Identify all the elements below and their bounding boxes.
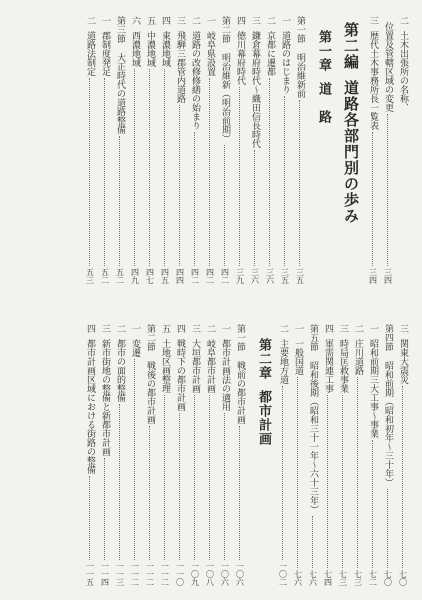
leader-dots [104, 458, 105, 560]
item-title: 関東大震災 [398, 339, 408, 384]
toc-item-row[interactable] [115, 324, 124, 586]
leader-dots [179, 105, 180, 266]
item-title: 岐阜都市計画 [205, 339, 215, 393]
item-number: 二 [190, 16, 200, 25]
page-number: 三六 [250, 268, 260, 284]
toc-item-row[interactable] [280, 16, 289, 284]
item-title: 庄川道路 [353, 339, 363, 375]
page-number: 四七 [145, 268, 155, 284]
chapter-label: 第一章 [316, 30, 331, 72]
toc-item-row[interactable] [175, 324, 184, 586]
leader-dots [239, 87, 240, 266]
chapter-title: 都市計画 [256, 390, 271, 446]
item-title: 西濃地域 [130, 31, 140, 67]
item-number: 三 [175, 16, 185, 25]
toc-item-row[interactable] [205, 324, 214, 586]
toc-item-row[interactable] [398, 16, 407, 284]
leader-dots [209, 78, 210, 266]
leader-dots [179, 413, 180, 560]
leader-dots [194, 395, 195, 560]
toc-item-row[interactable] [175, 16, 184, 284]
item-title: 東濃地域 [160, 31, 170, 67]
toc-section-row[interactable] [295, 16, 304, 284]
page-number: 一一三 [115, 562, 125, 586]
toc-item-row[interactable] [160, 16, 169, 284]
toc-item-row[interactable] [265, 16, 274, 284]
page-number: 一一二 [145, 562, 155, 586]
item-title: 戦前の都市計画 [235, 361, 245, 424]
leader-dots [119, 136, 120, 266]
item-number: 二 [278, 324, 288, 333]
leader-dots [282, 386, 283, 560]
item-title: 岐阜県設置 [205, 31, 215, 76]
leader-dots [402, 386, 403, 568]
item-number: 一 [293, 324, 303, 333]
toc-item-row[interactable] [250, 16, 259, 284]
toc-item-row[interactable] [100, 324, 109, 586]
toc-item-row[interactable] [130, 16, 139, 284]
page-number: 三五 [295, 268, 305, 284]
toc-item-row[interactable] [278, 324, 287, 586]
page-number: 五二 [100, 268, 110, 284]
item-number: 二 [265, 16, 275, 25]
page-number: 七三 [338, 570, 348, 586]
page-number: 七三 [353, 570, 363, 586]
toc-section-row[interactable] [220, 16, 229, 284]
item-title: 軍需関連工事 [323, 339, 333, 393]
page-number: 四二 [190, 268, 200, 284]
page-number: 一一〇 [175, 562, 185, 586]
leader-dots [372, 440, 373, 568]
leader-dots [89, 78, 90, 266]
leader-dots [327, 395, 328, 568]
toc-section-row[interactable] [308, 324, 317, 586]
toc-item-row[interactable] [190, 324, 199, 586]
toc-item-row[interactable] [160, 324, 169, 586]
leader-dots [194, 132, 195, 266]
page-number: 七〇 [398, 570, 408, 586]
chapter-heading [257, 338, 270, 446]
page-number: 一〇九 [190, 562, 200, 586]
item-title: 鎌倉幕府時代〜織田信長時代 [250, 31, 260, 148]
item-title: 昭和後期（昭和三十一年〜六十三年） [308, 361, 318, 514]
item-number: 二 [85, 16, 95, 25]
item-title: 大正時代の道路整備 [115, 53, 125, 134]
page-number: 三四 [368, 268, 378, 284]
item-title: 昭和前期（昭和初年〜三十年） [383, 361, 393, 487]
item-title: 主要地方道 [278, 339, 288, 384]
item-number: 三 [100, 324, 110, 333]
item-title: 明治維新（明治前期） [220, 53, 230, 143]
toc-item-row[interactable] [383, 16, 392, 284]
page-number: 三九 [235, 268, 245, 284]
item-number: 四 [235, 16, 245, 25]
item-title: 土地区画整理 [160, 339, 170, 393]
toc-item-row[interactable] [190, 16, 199, 284]
item-number: 三 [190, 324, 200, 333]
leader-dots [239, 426, 240, 560]
toc-lower-band [0, 318, 422, 600]
page-number: 三六 [265, 268, 275, 284]
item-number: 二 [115, 324, 125, 333]
page-number: 一一二 [160, 562, 170, 586]
toc-item-row[interactable] [235, 16, 244, 284]
item-number: 六 [130, 16, 140, 25]
item-number: 一 [100, 16, 110, 25]
item-number: 四 [85, 324, 95, 333]
leader-dots [357, 377, 358, 568]
toc-item-row[interactable] [353, 324, 362, 586]
item-number: 一 [368, 324, 378, 333]
item-number: 五 [160, 324, 170, 333]
chapter-heading [317, 30, 330, 124]
item-title: 京都に遷都 [265, 31, 275, 76]
toc-section-row[interactable] [115, 16, 124, 284]
item-title: 時局匡救事業 [338, 339, 348, 393]
item-title: 大垣都市計画 [190, 339, 200, 393]
item-number: 二 [353, 324, 363, 333]
page-number: 五三 [85, 268, 95, 284]
item-number: 四 [160, 16, 170, 25]
item-title: 都市計画区域における街路の整備 [85, 339, 95, 474]
item-number: 一 [280, 16, 290, 25]
leader-dots [149, 69, 150, 266]
item-title: 徳川幕府時代 [235, 31, 245, 85]
item-number: 三 [250, 16, 260, 25]
leader-dots [312, 516, 313, 568]
page-number: 七六 [293, 570, 303, 586]
leader-dots [342, 395, 343, 568]
item-number: 一 [130, 324, 140, 333]
part-heading [343, 22, 358, 224]
item-title: 変遷 [130, 339, 140, 357]
leader-dots [269, 78, 270, 266]
toc-item-row[interactable] [205, 16, 214, 284]
item-title: 都市の面的整備 [115, 339, 125, 402]
item-title: 新市街地の整備と新都市計画 [100, 339, 110, 456]
leader-dots [104, 78, 105, 266]
leader-dots [299, 100, 300, 266]
leader-dots [284, 96, 285, 266]
page-number: 一一五 [85, 562, 95, 586]
item-title: 道路の改修修繕の始まり [190, 31, 200, 130]
toc-item-row[interactable] [100, 16, 109, 284]
leader-dots [254, 150, 255, 266]
page-number: 一〇二 [278, 562, 288, 586]
page-number: 三五 [280, 268, 290, 284]
leader-dots [134, 69, 135, 266]
toc-item-row[interactable] [323, 324, 332, 586]
toc-item-row[interactable] [368, 16, 377, 284]
item-number: 四 [175, 324, 185, 333]
item-title: 土木出張所の名称、 [398, 31, 408, 112]
leader-dots [164, 69, 165, 266]
item-title: 飛騨三郡管内道路 [175, 31, 185, 103]
item-number: 一 [220, 324, 230, 333]
page-number: 四五 [160, 268, 170, 284]
leader-dots [134, 359, 135, 560]
page-number: 四二 [220, 268, 230, 284]
toc-item-row[interactable] [85, 16, 94, 284]
leader-dots [387, 489, 388, 568]
leader-dots [89, 476, 90, 560]
section-label: 第一節 [295, 16, 305, 43]
toc-item-row[interactable] [220, 324, 229, 586]
toc-item-row[interactable] [398, 324, 407, 586]
page-number: 四二 [205, 268, 215, 284]
leader-dots [164, 395, 165, 560]
page-number: 三四 [383, 268, 393, 284]
section-label: 第四節 [383, 324, 393, 351]
item-number: 三 [398, 324, 408, 333]
page-number: 一一二 [130, 562, 140, 586]
item-number: 二 [398, 16, 408, 25]
chapter-title: 道 路 [316, 82, 331, 124]
chapter-label: 第二章 [256, 338, 271, 380]
item-number: 三 [338, 324, 348, 333]
page-number: 七六 [308, 570, 318, 586]
item-title: 都市計画法の適用 [220, 339, 230, 411]
item-title: 道路のはじまり [280, 31, 290, 94]
item-number: 三 [368, 16, 378, 25]
toc-item-row[interactable] [293, 324, 302, 586]
item-title: 歴代土木事務所長一覧表 [368, 31, 378, 130]
toc-item-row[interactable] [368, 324, 377, 586]
toc-item-row[interactable] [145, 16, 154, 284]
page-number: 七〇 [383, 570, 393, 586]
page-number: 一一四 [100, 562, 110, 586]
item-number: 一 [205, 16, 215, 25]
item-title: 道路法制定 [85, 31, 95, 76]
page-number: 一〇六 [220, 562, 230, 586]
leader-dots [149, 426, 150, 560]
page-number: 七四 [323, 570, 333, 586]
leader-dots [372, 132, 373, 266]
item-title: 郡制度発足 [100, 31, 110, 76]
page-number: 四九 [130, 268, 140, 284]
leader-dots [224, 145, 225, 266]
leader-dots [224, 413, 225, 560]
section-label: 第一節 [235, 324, 245, 351]
toc-section-row[interactable] [383, 324, 392, 586]
toc-item-row[interactable] [338, 324, 347, 586]
toc-section-row[interactable] [145, 324, 154, 586]
item-title: 戦後の都市計画 [145, 361, 155, 424]
page-number: 一〇八 [205, 562, 215, 586]
page-number: 一〇六 [235, 562, 245, 586]
leader-dots [209, 395, 210, 560]
section-label: 第三節 [115, 16, 125, 43]
page-number: 五二 [115, 268, 125, 284]
item-title: 一般国道 [293, 339, 303, 375]
section-label: 第二節 [145, 324, 155, 351]
page-number: 七二 [368, 570, 378, 586]
toc-item-row[interactable] [130, 324, 139, 586]
part-title: 道路各部門別の歩み [342, 80, 360, 224]
page-number: 四四 [175, 268, 185, 284]
leader-dots [387, 114, 388, 266]
leader-dots [297, 377, 298, 568]
item-number: 四 [323, 324, 333, 333]
part-label: 第二編 [342, 22, 360, 70]
toc-section-row[interactable] [235, 324, 244, 586]
item-number: 二 [205, 324, 215, 333]
section-label: 第二節 [220, 16, 230, 43]
item-title: 中濃地域 [145, 31, 155, 67]
item-title: 昭和前期三大工事〜事業 [368, 339, 378, 438]
item-number: 五 [145, 16, 155, 25]
leader-dots [119, 404, 120, 560]
toc-item-row[interactable] [85, 324, 94, 586]
item-title: 位置及管轄区域の変更 [383, 22, 393, 112]
item-title: 戦時下の都市計画 [175, 339, 185, 411]
section-label: 第五節 [308, 324, 318, 351]
item-title: 明治維新前 [295, 53, 305, 98]
